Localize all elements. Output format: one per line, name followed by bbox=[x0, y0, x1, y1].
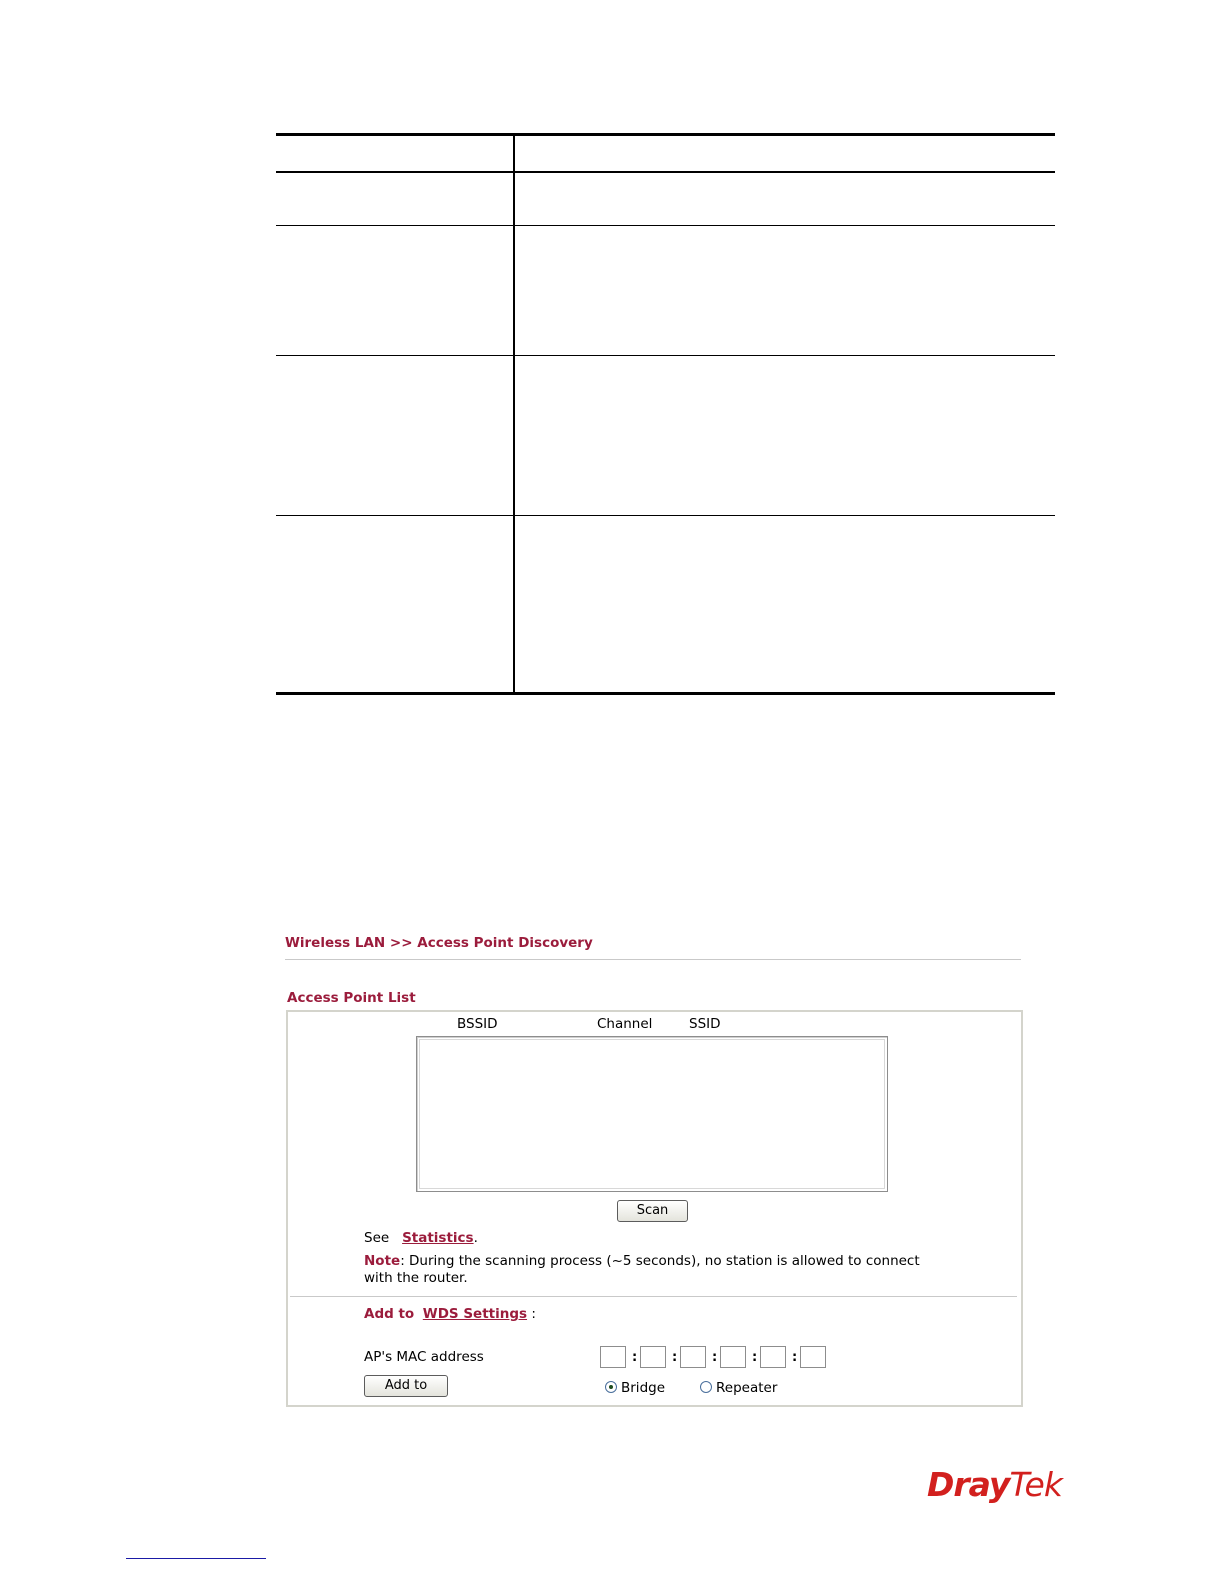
title-divider bbox=[285, 959, 1021, 960]
bridge-label: Bridge bbox=[621, 1380, 666, 1396]
column-header-ssid: SSID bbox=[689, 1016, 721, 1032]
add-to-colon: : bbox=[531, 1306, 536, 1322]
mac-separator: : bbox=[712, 1350, 718, 1365]
mac-octet-1[interactable] bbox=[600, 1346, 626, 1368]
access-point-list-title: Access Point List bbox=[287, 990, 416, 1006]
column-header-bssid: BSSID bbox=[457, 1016, 498, 1032]
footer-rule bbox=[126, 1558, 266, 1559]
mac-separator: : bbox=[752, 1350, 758, 1365]
draytek-logo bbox=[927, 1465, 1062, 1504]
table-row-divider bbox=[276, 515, 1055, 516]
access-point-listbox-inner bbox=[419, 1039, 885, 1189]
see-statistics-line bbox=[364, 1230, 478, 1246]
add-to-button[interactable]: Add to bbox=[364, 1375, 448, 1397]
mac-separator: : bbox=[792, 1350, 798, 1365]
see-period: . bbox=[473, 1230, 478, 1246]
table-column-divider bbox=[513, 133, 515, 695]
note-text: : During the scanning process (~5 seconds), no station is allowed to connect bbox=[400, 1253, 920, 1269]
add-to-label: Add to bbox=[364, 1306, 415, 1322]
table-top-rule bbox=[276, 133, 1055, 136]
statistics-link[interactable]: Statistics bbox=[402, 1230, 474, 1246]
description-table bbox=[276, 133, 1055, 695]
note-line bbox=[364, 1253, 920, 1269]
mac-octet-5[interactable] bbox=[760, 1346, 786, 1368]
scan-button[interactable]: Scan bbox=[617, 1200, 688, 1222]
mac-address-label: AP's MAC address bbox=[364, 1349, 484, 1365]
logo-part-dray: Dray bbox=[927, 1465, 1010, 1504]
add-to-wds-line bbox=[364, 1306, 536, 1322]
repeater-radio[interactable] bbox=[700, 1381, 712, 1393]
mac-octet-4[interactable] bbox=[720, 1346, 746, 1368]
mac-separator: : bbox=[672, 1350, 678, 1365]
see-label: See bbox=[364, 1230, 390, 1246]
note-line-2: with the router. bbox=[364, 1270, 468, 1286]
logo-part-tek: Tek bbox=[1009, 1465, 1062, 1504]
note-label: Note bbox=[364, 1253, 401, 1269]
column-header-channel: Channel bbox=[597, 1016, 653, 1032]
table-bottom-rule bbox=[276, 692, 1055, 695]
mac-octet-3[interactable] bbox=[680, 1346, 706, 1368]
mac-octet-6[interactable] bbox=[800, 1346, 826, 1368]
section-divider bbox=[290, 1296, 1017, 1297]
mac-separator: : bbox=[632, 1350, 638, 1365]
mac-octet-2[interactable] bbox=[640, 1346, 666, 1368]
wds-settings-link[interactable]: WDS Settings bbox=[422, 1306, 528, 1322]
table-row-divider bbox=[276, 355, 1055, 356]
bridge-radio[interactable] bbox=[605, 1381, 617, 1393]
repeater-label: Repeater bbox=[716, 1380, 778, 1396]
access-point-listbox[interactable] bbox=[416, 1036, 888, 1192]
page-title: Wireless LAN >> Access Point Discovery bbox=[285, 935, 593, 951]
table-row-divider bbox=[276, 225, 1055, 226]
table-header-rule bbox=[276, 171, 1055, 173]
